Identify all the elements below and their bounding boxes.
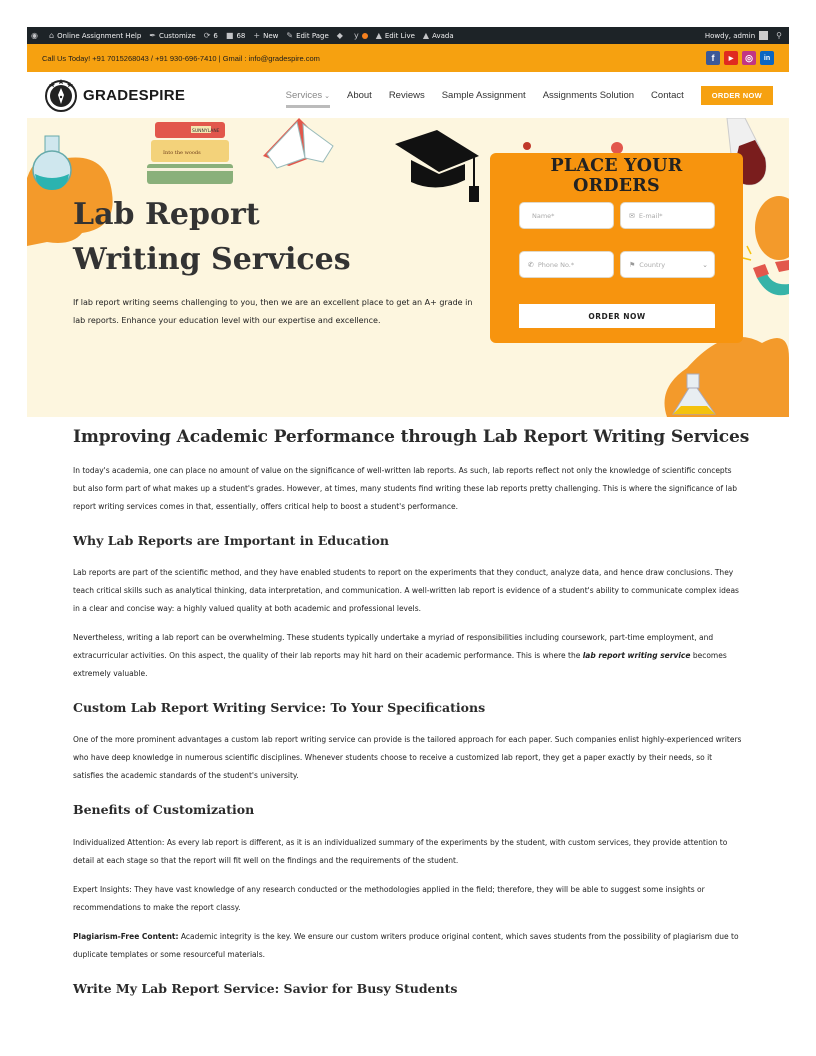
admin-comments-link[interactable]: ■ 68 <box>225 31 246 40</box>
subheading: Why Lab Reports are Important in Education <box>73 533 389 548</box>
phone-field[interactable]: ✆ Phone No.* <box>519 251 614 278</box>
updates-icon: ⟳ <box>203 31 211 40</box>
name-field[interactable]: Name* <box>519 202 614 229</box>
home-icon: ⌂ <box>48 31 55 40</box>
linkedin-icon[interactable]: in <box>760 51 774 65</box>
site-header <box>27 72 789 118</box>
paragraph: In today's academia, one can place no amount of value on the significance of well-written lab reports. As such, lab reports reflect not only the knowledge of scientific concepts but also form part of what makes up a student's grades. However, at times, many students find writing these lab reports pretty challenging. This is where the significance of lab report writing services comes in that, essentially, offers critical help to boost a student's performance. <box>73 466 737 511</box>
comment-icon: ■ <box>225 31 234 40</box>
admin-avada-link[interactable]: ▲ Avada <box>422 31 454 40</box>
nav-item-reviews[interactable]: Reviews <box>388 89 425 101</box>
paragraph: Expert Insights: They have vast knowledge of any research conducted or the methodologies applied in the field; therefore, they will be able to suggest some insights or recommendations to make the report classy. <box>73 885 705 912</box>
brush-icon: ✒ <box>149 31 156 40</box>
plus-icon: + <box>253 31 261 40</box>
hero-section <box>27 118 789 417</box>
hero-title: Lab Report Writing Services <box>73 197 351 277</box>
order-submit-button[interactable]: ORDER NOW <box>519 304 715 328</box>
seo-status-dot <box>362 33 368 39</box>
yoast-icon[interactable]: y <box>354 31 368 40</box>
order-form-title: PLACE YOUR ORDERS <box>550 156 683 196</box>
graduation-cap-icon <box>395 130 479 202</box>
nav-item-contact[interactable]: Contact <box>651 89 684 101</box>
facebook-icon[interactable]: f <box>706 51 720 65</box>
paragraph: Plagiarism-Free Content: Academic integrity is the key. We ensure our custom writers produce original content, which saves students from the possibility of plagiarism due to duplicate templates or some resourceful materials. <box>73 932 739 959</box>
main-nav <box>269 86 773 105</box>
admin-new-link[interactable]: + New <box>253 31 279 40</box>
mail-icon: ✉ <box>629 211 635 220</box>
wordpress-icon[interactable]: ◉ <box>31 31 38 40</box>
phone-icon: ✆ <box>528 260 534 269</box>
article-content <box>27 427 789 996</box>
chevron-down-icon: ⌄ <box>324 92 330 100</box>
paragraph: Lab reports are part of the scientific method, and they have enabled students to report on the experiments that they conduct, analyze data, and hence draw conclusions. They teach critical skills such as analytical thinking, data interpretation, and communication. A well-written lab report is evidence of a student's ability to communicate complex ideas in a clear and concise way: a highly valued quality at both academic and professional levels. <box>73 568 739 613</box>
svg-text:Into the woods: Into the woods <box>163 150 201 156</box>
top-contact-bar <box>27 44 789 72</box>
country-select[interactable]: ⚑ Country ⌄ <box>620 251 715 278</box>
email-field[interactable]: ✉ E-mail* <box>620 202 715 229</box>
open-book-icon <box>263 118 333 168</box>
paragraph: Individualized Attention: As every lab report is different, as it is an individualized summary of the experiments by the student, with custom services, they provide attention to detail at each stage so that the report will fit well on the findings and the requirements of the student. <box>73 838 728 865</box>
subheading: Custom Lab Report Writing Service: To Your Specifications <box>73 700 486 715</box>
diamond-icon[interactable]: ◆ <box>336 31 343 40</box>
admin-site-link[interactable]: ⌂ Online Assignment Help <box>48 31 142 40</box>
pencil-icon: ✎ <box>286 31 294 40</box>
search-icon[interactable]: ⚲ <box>776 31 782 40</box>
flag-icon: ⚑ <box>629 260 636 269</box>
social-links <box>706 51 774 65</box>
contact-info: Call Us Today! +91 7015268043 / +91 930-696-7410 | Gmail : info@gradespire.com <box>42 53 320 63</box>
subheading: Write My Lab Report Service: Savior for Busy Students <box>73 981 458 996</box>
admin-edit-page-link[interactable]: ✎ Edit Page <box>286 31 329 40</box>
chevron-down-icon: ⌄ <box>702 260 708 269</box>
admin-updates-link[interactable]: ⟳ 6 <box>203 31 218 40</box>
nav-item-services[interactable]: Services ⌄ <box>285 89 330 101</box>
books-icon <box>147 122 233 184</box>
page <box>27 27 789 1027</box>
instagram-icon[interactable]: ◎ <box>742 51 756 65</box>
avada-icon: ▲ <box>422 31 430 40</box>
avada-live-icon: ▲ <box>375 31 382 40</box>
admin-account-menu[interactable]: Howdy, admin <box>705 31 768 40</box>
admin-edit-live-link[interactable]: ▲ Edit Live <box>375 31 415 40</box>
paragraph: Nevertheless, writing a lab report can be overwhelming. These students typically undertake a myriad of responsibilities including coursework, part-time employment, and extracurricular activities. On this aspect, the quality of their lab reports may hit hard on their academic performance. This is where the lab report writing service becomes extremely valuable. <box>73 633 727 678</box>
paragraph: One of the more prominent advantages a custom lab report writing service can provide is the tailored approach for each paper. Such companies enlist highly-experienced writers who have deep knowledge in numerous scientific disciplines. Whenever students choose to receive a customized lab report, they get a paper exactly by their needs, so it satisfies the academic standards of the student's university. <box>73 735 742 780</box>
hero-lead: If lab report writing seems challenging to you, then we are an excellent place to get an A+ grade in lab reports. Enhance your education level with our expertise and excellence. <box>73 298 473 325</box>
order-form <box>490 153 743 343</box>
admin-customize-link[interactable]: ✒ Customize <box>149 31 196 40</box>
logo-emblem-icon <box>43 77 79 113</box>
nav-item-about[interactable]: About <box>346 89 372 101</box>
logo-text: GRADESPIRE <box>83 86 186 104</box>
nav-item-sample-assignment[interactable]: Sample Assignment <box>441 89 526 101</box>
header-order-now-button[interactable]: ORDER NOW <box>701 86 773 105</box>
flask-icon <box>33 136 71 190</box>
nav-item-assignments-solution[interactable]: Assignments Solution <box>542 89 635 101</box>
blob-right <box>755 196 789 260</box>
emphasis-link: lab report writing service <box>582 651 691 660</box>
user-icon <box>759 31 768 40</box>
site-logo[interactable] <box>43 77 185 113</box>
subheading: Benefits of Customization <box>73 802 255 817</box>
section-heading: Improving Academic Performance through Lab Report Writing Services <box>73 427 750 447</box>
youtube-icon[interactable]: ▶ <box>724 51 738 65</box>
svg-text:SUNNYLANE: SUNNYLANE <box>192 129 220 134</box>
wp-admin-bar <box>27 27 789 44</box>
